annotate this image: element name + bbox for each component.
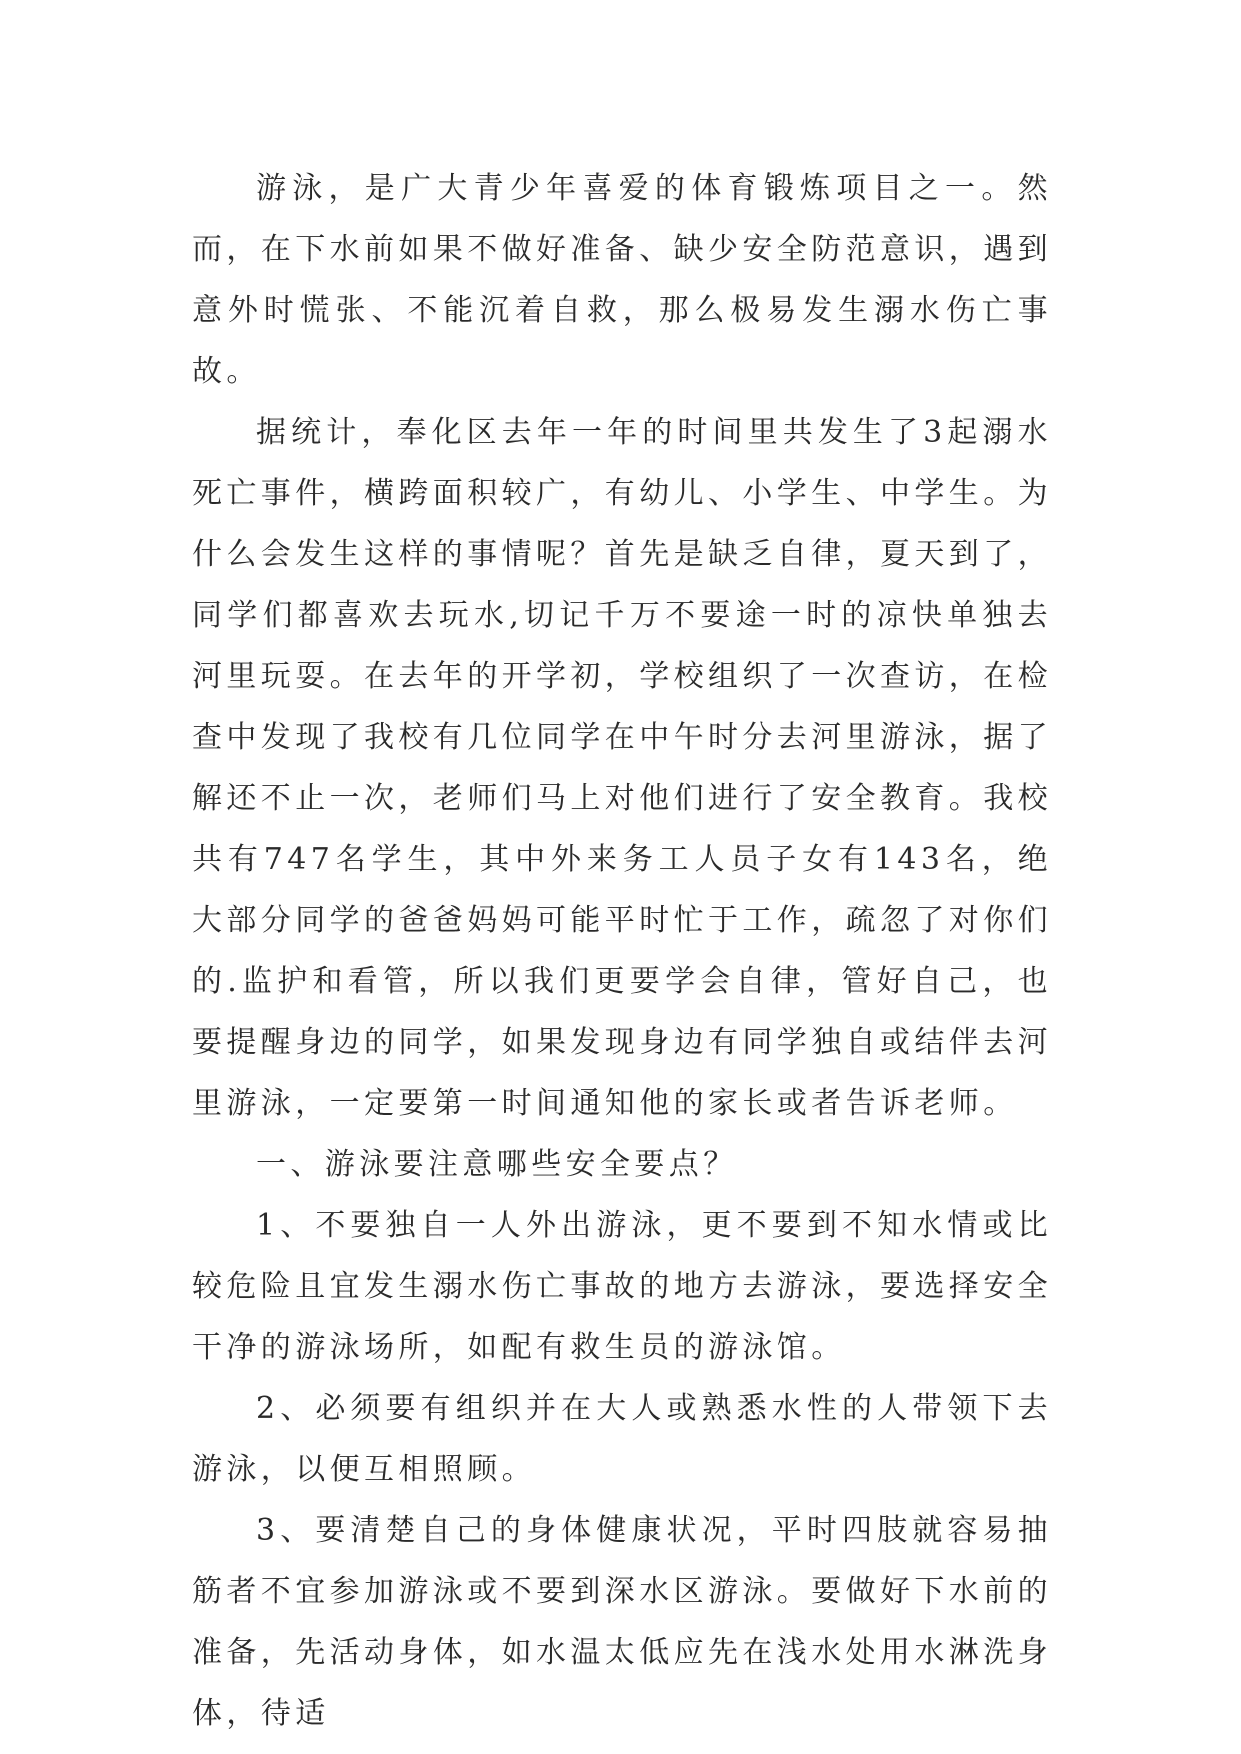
- section-heading: 一、游泳要注意哪些安全要点？: [256, 1147, 738, 1182]
- paragraph-intro: 游泳，是广大青少年喜爱的体育锻炼项目之一。然而，在下水前如果不做好准备、缺少安全防范意识，遇到意外时慌张、不能沉着自救，那么极易发生溺水伤亡事故。: [192, 171, 1052, 389]
- paragraph-point-2: 2、必须要有组织并在大人或熟悉水性的人带领下去游泳，以便互相照顾。: [192, 1391, 1052, 1487]
- paragraph-point-1: 1、不要独自一人外出游泳，更不要到不知水情或比较危险且宜发生溺水伤亡事故的地方去游泳，要选择安全干净的游泳场所，如配有救生员的游泳馆。: [192, 1208, 1052, 1365]
- paragraph-statistics: 据统计，奉化区去年一年的时间里共发生了3起溺水死亡事件，横跨面积较广，有幼儿、小学生、中学生。为什么会发生这样的事情呢？首先是缺乏自律，夏天到了，同学们都喜欢去玩水,切记千万不要途一时的凉快单独去河里玩耍。在去年的开学初，学校组织了一次查访，在检查中发现了我校有几位同学在中午时分去河里游泳，据了解还不止一次，老师们马上对他们进行了安全教育。我校共有747名学生，其中外来务工人员子女有143名，绝大部分同学的爸爸妈妈可能平时忙于工作，疏忽了对你们的.监护和看管，所以我们更要学会自律，管好自己，也要提醒身边的同学，如果发现身边有同学独自或结伴去河里游泳，一定要第一时间通知他的家长或者告诉老师。: [192, 415, 1052, 1121]
- paragraph-point-3: 3、要清楚自己的身体健康状况，平时四肢就容易抽筋者不宜参加游泳或不要到深水区游泳。要做好下水前的准备，先活动身体，如水温太低应先在浅水处用水淋洗身体，待适: [192, 1513, 1052, 1731]
- document-body: [192, 158, 1052, 1744]
